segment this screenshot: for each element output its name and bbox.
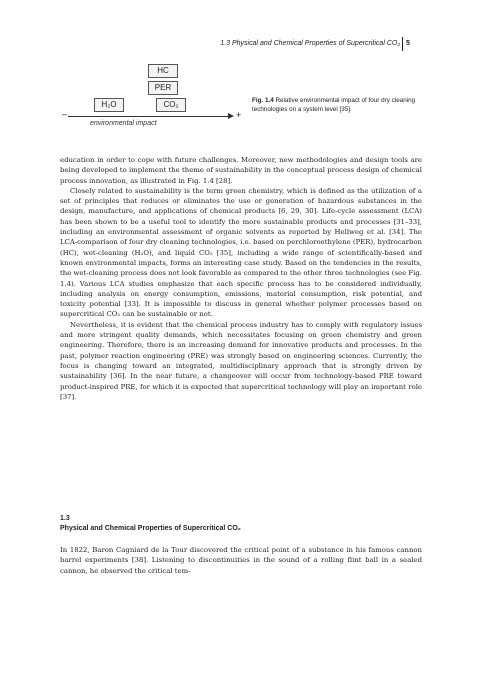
paragraph-2: Closely related to sustainability is the term green chemistry, which is defined as the utilization of a set of principles that reduces or eliminates the use or generation of hazardous substances in the design, manufacture, and applications of chemical products [6, 29, 30]. Life-cycle assessment (LCA) has been shown to be a useful tool to identify the more sustainable products and processes [31–33], including an environmental assessment of organic solvents as reported by Hellweg et al. [34]. The LCA-comparison of four dry cleaning technologies, i.e. based on perchloroethylene (PER), hydrocarbon (HC), wet-cleaning (H₂O), and liquid CO₂ [35], including a wide range of scientifically-based and known environmental impacts, forms an interesting case study. Based on the tendencies in the results, the wet-cleaning process does not look favorable as compared to the other three technologies (see Fig. 1.4). Various LCA studies emphasize that each specific process has to be considered individually, including analysis on energy consumption, emissions, material consumption, risk potential, and toxicity potential [33]. It is impossible to discuss in general whether polymer processes based on supercritical CO₂ can be sustainable or not.	[60, 186, 422, 319]
page-number: 5	[406, 40, 410, 47]
running-header: 1.3 Physical and Chemical Properties of Supercritical CO₂	[220, 40, 400, 47]
axis-arrow-icon	[228, 113, 234, 119]
figure-1-4	[60, 60, 260, 140]
caption-label: Fig. 1.4	[252, 97, 274, 104]
box-hc: HC	[148, 64, 178, 78]
section-title: Physical and Chemical Properties of Supercritical CO₂	[60, 525, 241, 532]
paragraph-3: Nevertheless, it is evident that the chemical process industry has to comply with regulatory issues and more stringent quality demands, which necessitates focusing on green chemistry and green engineering. Therefore, there is an increasing demand for innovative products and processes. In the past, polymer reaction engineering (PRE) was strongly based on engineering sciences. Currently, the focus is changing toward an integrated, multidisciplinary approach that is strongly driven by sustainability [36]. In the near future, a changeover will occur from technology-based PRE toward product-inspired PRE, for which it is expected that supercritical technology will play an important role [37].	[60, 320, 422, 401]
axis-minus: –	[62, 109, 68, 119]
axis-label: environmental impact	[90, 120, 157, 127]
section-paragraph-1: In 1822, Baron Cagniard de la Tour discovered the critical point of a substance in his famous cannon barrel experiments [38]. Listening to discontinuities in the sound of a rolling flint ball in a sealed cannon, he observed the critical tem-	[60, 546, 422, 575]
figure-caption	[252, 96, 422, 114]
axis-plus: +	[236, 110, 242, 120]
axis-line	[68, 116, 230, 117]
box-per: PER	[148, 81, 178, 95]
section-heading	[60, 514, 422, 534]
caption-text: Relative environmental impact of four dry cleaning technologies on a system level [35].	[252, 97, 416, 113]
section-number: 1.3	[60, 515, 70, 522]
box-h2o: H₂O	[94, 98, 124, 112]
paragraph-1: education in order to cope with future challenges. Moreover, new methodologies and design tools are being developed to implement the theme of sustainability in the conceptual process design of chemical process innovation, as illustrated in Fig. 1.4 [28].	[60, 156, 422, 185]
section-body	[60, 545, 422, 576]
body-text	[60, 155, 422, 402]
header-divider	[402, 37, 403, 51]
box-co2: CO₂	[156, 98, 186, 112]
